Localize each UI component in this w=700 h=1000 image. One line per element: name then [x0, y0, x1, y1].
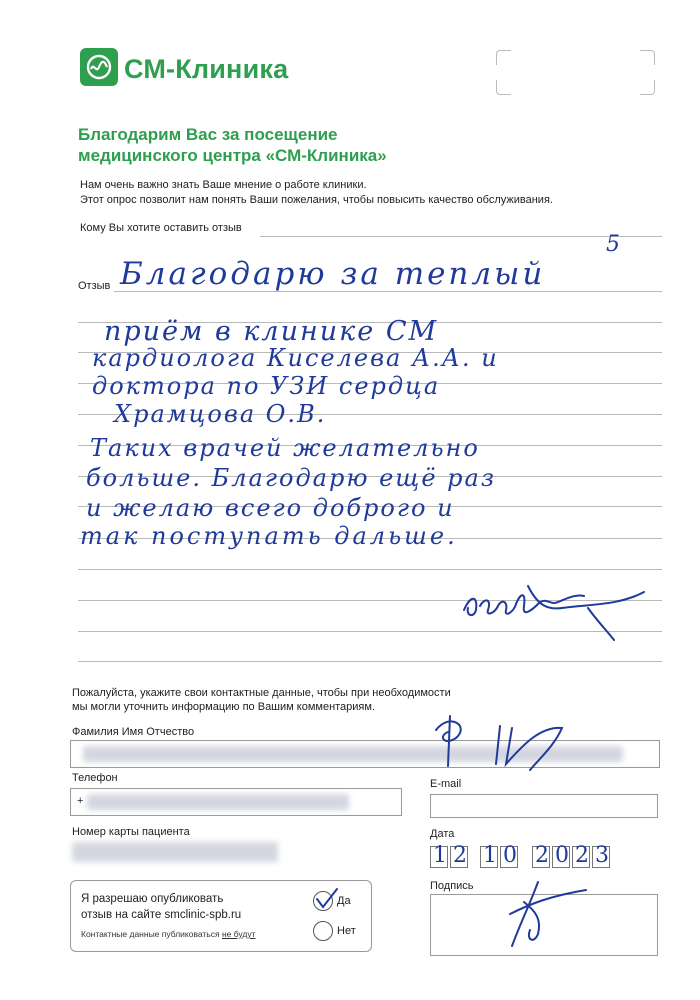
intro-line: Этот опрос позволит нам понять Ваши пожелания, чтобы повысить качество обслуживания. — [80, 194, 553, 206]
card-label: Номер карты пациента — [72, 826, 190, 838]
date-digit-box[interactable] — [552, 843, 570, 868]
date-digit-box[interactable] — [532, 843, 550, 868]
date-digit: 2 — [453, 843, 467, 868]
date-digit-box[interactable] — [450, 843, 468, 868]
contact-intro — [72, 686, 451, 714]
page-title — [78, 124, 438, 166]
intro-line: Нам очень важно знать Ваше мнение о работе клиники. — [80, 179, 367, 191]
date-digit-box[interactable] — [592, 843, 610, 868]
consent-no-radio[interactable] — [313, 921, 333, 941]
redacted-phone — [87, 794, 349, 810]
consent-line: Я разрешаю опубликовать — [81, 893, 224, 905]
date-digit: 0 — [503, 843, 517, 868]
review-line: Храмцова О.В. — [114, 400, 327, 428]
date-digit-box[interactable] — [480, 843, 498, 868]
title-line: Благодарим Вас за посещение — [78, 125, 338, 144]
review-line: кардиолога Киселева А.А. и — [92, 344, 499, 372]
contact-intro-line: мы могли уточнить информацию по Вашим комментариям. — [72, 701, 376, 713]
corner-mark — [640, 50, 655, 65]
page-number: 5 — [606, 232, 620, 257]
date-digit: 2 — [535, 843, 549, 868]
consent-text — [81, 891, 241, 923]
review-line: и желаю всего доброго и — [86, 494, 455, 522]
phone-label: Телефон — [72, 772, 118, 784]
whom-label: Кому Вы хотите оставить отзыв — [80, 222, 242, 234]
date-digit: 0 — [555, 843, 569, 868]
phone-field[interactable] — [70, 788, 402, 816]
contact-intro-line: Пожалуйста, укажите свои контактные данные, чтобы при необходимости — [72, 687, 451, 699]
phone-prefix: + — [77, 795, 84, 807]
consent-no-label: Нет — [337, 925, 356, 937]
clinic-logo-text: СМ-Клиника — [124, 54, 289, 84]
date-digit: 1 — [433, 843, 447, 868]
signature-scribble — [490, 874, 600, 954]
clinic-logo-icon — [80, 48, 118, 86]
review-line: Таких врачей желательно — [90, 434, 480, 462]
corner-mark — [640, 80, 655, 95]
review-line: доктора по УЗИ сердца — [92, 372, 441, 400]
consent-note-underlined: не будут — [221, 929, 256, 939]
review-label: Отзыв — [78, 280, 111, 292]
review-line: приём в клинике СМ — [104, 316, 439, 347]
consent-line: отзыв на сайте smclinic-spb.ru — [81, 909, 242, 921]
consent-note — [81, 929, 256, 939]
date-digit-box[interactable] — [572, 843, 590, 868]
redacted-card-number — [72, 842, 278, 862]
whom-field-line[interactable] — [260, 236, 662, 237]
fio-label: Фамилия Имя Отчество — [72, 726, 195, 738]
email-field[interactable] — [430, 794, 658, 818]
date-digit-box[interactable] — [430, 843, 448, 868]
consent-note-text: Контактные данные публиковаться — [81, 929, 222, 939]
date-label: Дата — [430, 828, 455, 840]
consent-yes-label: Да — [337, 895, 351, 907]
corner-mark — [496, 50, 511, 65]
date-digit: 1 — [483, 843, 497, 868]
review-rule-line — [78, 661, 662, 662]
date-digit-box[interactable] — [500, 843, 518, 868]
email-label: E-mail — [430, 778, 462, 790]
date-digit: 3 — [595, 843, 609, 868]
signature-label: Подпись — [430, 880, 474, 892]
date-digit: 2 — [575, 843, 589, 868]
review-line: Благодарю за теплый — [120, 256, 546, 292]
intro-text — [80, 178, 640, 208]
review-line: больше. Благодарю ещё раз — [86, 464, 496, 492]
consent-box — [70, 880, 372, 952]
corner-mark — [496, 80, 511, 95]
review-signature — [458, 566, 658, 646]
fio-handwriting-icon — [430, 706, 580, 776]
title-line: медицинского центра «СМ-Клиника» — [78, 146, 387, 165]
review-line: так поступать дальше. — [80, 522, 458, 550]
